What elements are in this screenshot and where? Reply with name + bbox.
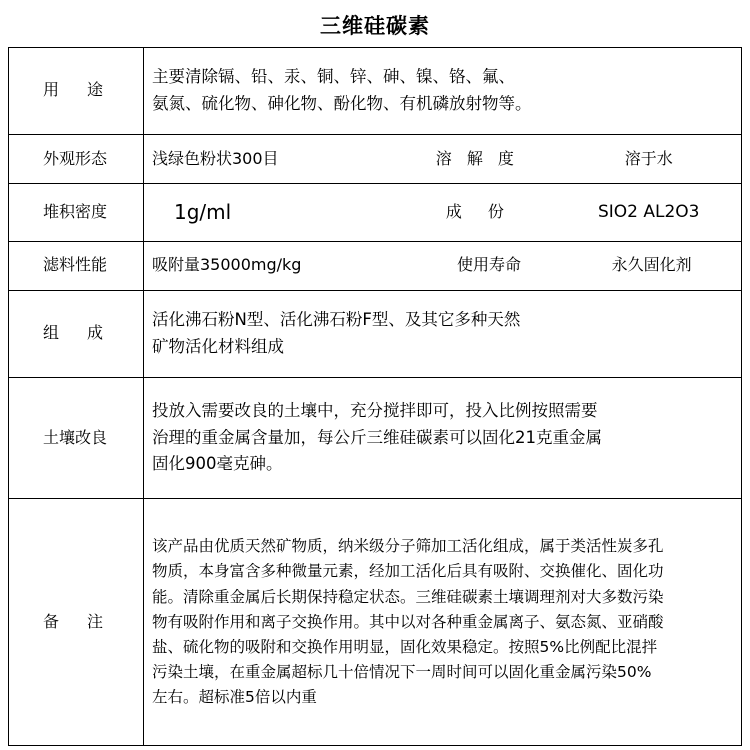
row-value-composition — [144, 290, 742, 377]
service-life-value: 永久固化剂 — [611, 255, 692, 275]
page-title: 三维硅碳素 — [320, 14, 430, 38]
usage-line-2: 氨氮、硫化物、砷化物、酚化物、有机磷放射物等。 — [152, 93, 532, 113]
row-value-remarks — [144, 499, 742, 746]
soil-line-3: 固化900毫克砷。 — [152, 454, 283, 474]
row-value-filter-performance — [144, 241, 742, 290]
remarks-line-2: 物质，本身富含多种微量元素，经加工活化后具有吸附、交换催化、固化功 — [152, 562, 664, 581]
usage-line-1: 主要清除镉、铅、汞、铜、锌、砷、镍、铬、氟、 — [152, 67, 515, 87]
table-row — [9, 184, 742, 241]
remarks-line-7: 左右。超标准5倍以内重 — [152, 687, 317, 706]
table-row — [9, 499, 742, 746]
remarks-line-4: 物有吸附作用和离子交换作用。其中以对各种重金属离子、氨态氮、亚硝酸 — [152, 612, 664, 631]
bulk-density-value: 1g/ml — [174, 199, 232, 224]
table-row — [9, 48, 742, 135]
composition-line-1: 活化沸石粉N型、活化沸石粉F型、及其它多种天然 — [152, 310, 521, 330]
adsorption-value: 吸附量35000mg/kg — [152, 255, 302, 275]
remarks-line-5: 盐、硫化物的吸附和交换作用明显，固化效果稳定。按照5%比例配比混拌 — [152, 637, 658, 656]
remarks-line-3: 能。清除重金属后长期保持稳定状态。三维硅碳素土壤调理剂对大多数污染 — [152, 587, 664, 606]
row-value-soil-improvement — [144, 377, 742, 499]
row-label-bulk-density: 堆积密度 — [9, 184, 144, 241]
row-label-soil-improvement: 土壤改良 — [9, 377, 144, 499]
composition-label: 成 份 — [445, 201, 509, 221]
soil-line-2: 治理的重金属含量加，每公斤三维硅碳素可以固化21克重金属 — [152, 427, 602, 447]
composition-line-2: 矿物活化材料组成 — [152, 336, 284, 356]
remarks-line-1: 该产品由优质天然矿物质，纳米级分子筛加工活化组成，属于类活性炭多孔 — [152, 537, 664, 556]
table-row — [9, 290, 742, 377]
row-label-usage: 用 途 — [9, 48, 144, 135]
row-label-composition: 组 成 — [9, 290, 144, 377]
spec-table — [8, 47, 742, 746]
remarks-line-6: 污染土壤，在重金属超标几十倍情况下一周时间可以固化重金属污染50% — [152, 662, 652, 681]
composition-value: SIO2 AL2O3 — [597, 202, 700, 223]
service-life-label: 使用寿命 — [456, 255, 521, 275]
solubility-value: 溶于水 — [624, 148, 673, 168]
row-label-remarks: 备 注 — [9, 499, 144, 746]
row-value-bulk-density — [144, 184, 742, 241]
row-value-appearance — [144, 134, 742, 183]
table-row — [9, 241, 742, 290]
row-label-filter-performance: 滤料性能 — [9, 241, 144, 290]
row-value-usage — [144, 48, 742, 135]
table-row — [9, 134, 742, 183]
appearance-value: 浅绿色粉状300目 — [152, 148, 279, 168]
soil-line-1: 投放入需要改良的土壤中，充分搅拌即可，投入比例按照需要 — [152, 400, 598, 420]
row-label-appearance: 外观形态 — [9, 134, 144, 183]
table-row — [9, 377, 742, 499]
solubility-label: 溶 解 度 — [435, 148, 519, 168]
